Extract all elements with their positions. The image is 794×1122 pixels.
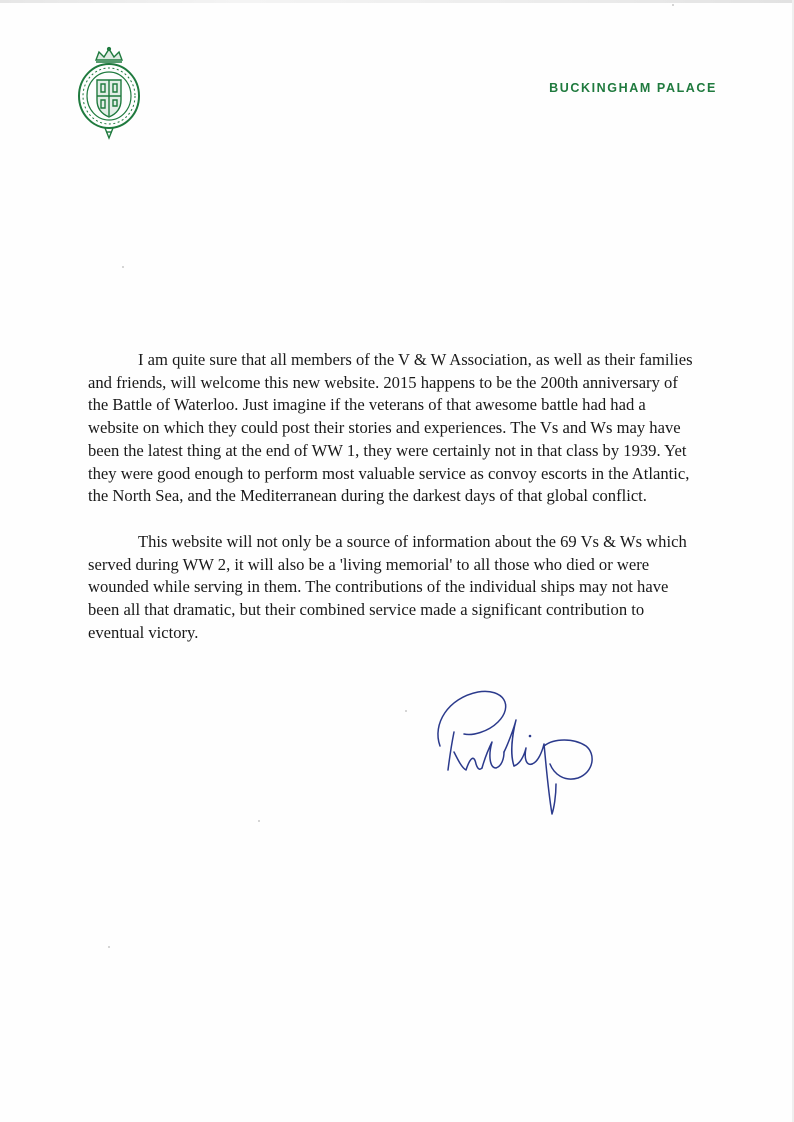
paper-speck (672, 4, 674, 6)
paper-speck (122, 266, 124, 268)
page-top-edge (0, 0, 794, 3)
letter-paragraph-1: I am quite sure that all members of the V & W Association, as well as their families and friends, will welcome this new website. 2015 happens to be the 200th anniversary of the Battle of Waterloo. Just imagine if the veterans of that awesome battle had had a website on which they could post their stories and experiences. The Vs and Ws may have been the latest thing at the end of WW 1, they were certainly not in that class by 1939. Yet they were good enough to perform most valuable service as convoy escorts in the Atlantic, the North Sea, and the Mediterranean during the darkest days of that global conflict. (88, 350, 693, 506)
letter-paragraph-2: This website will not only be a source of information about the 69 Vs & Ws which served during WW 2, it will also be a 'living memorial' to all those who died or were wounded while serving in them. The contributions of the individual ships may not have been all that dramatic, but their combined service made a significant contribution to eventual victory. (88, 531, 687, 642)
royal-crest-icon (66, 46, 152, 142)
handwritten-signature (418, 684, 608, 824)
paper-speck (258, 820, 260, 822)
paper-speck (405, 710, 407, 712)
letter-body (88, 349, 700, 667)
letterhead-title: BUCKINGHAM PALACE (549, 81, 717, 95)
paper-speck (108, 946, 110, 948)
